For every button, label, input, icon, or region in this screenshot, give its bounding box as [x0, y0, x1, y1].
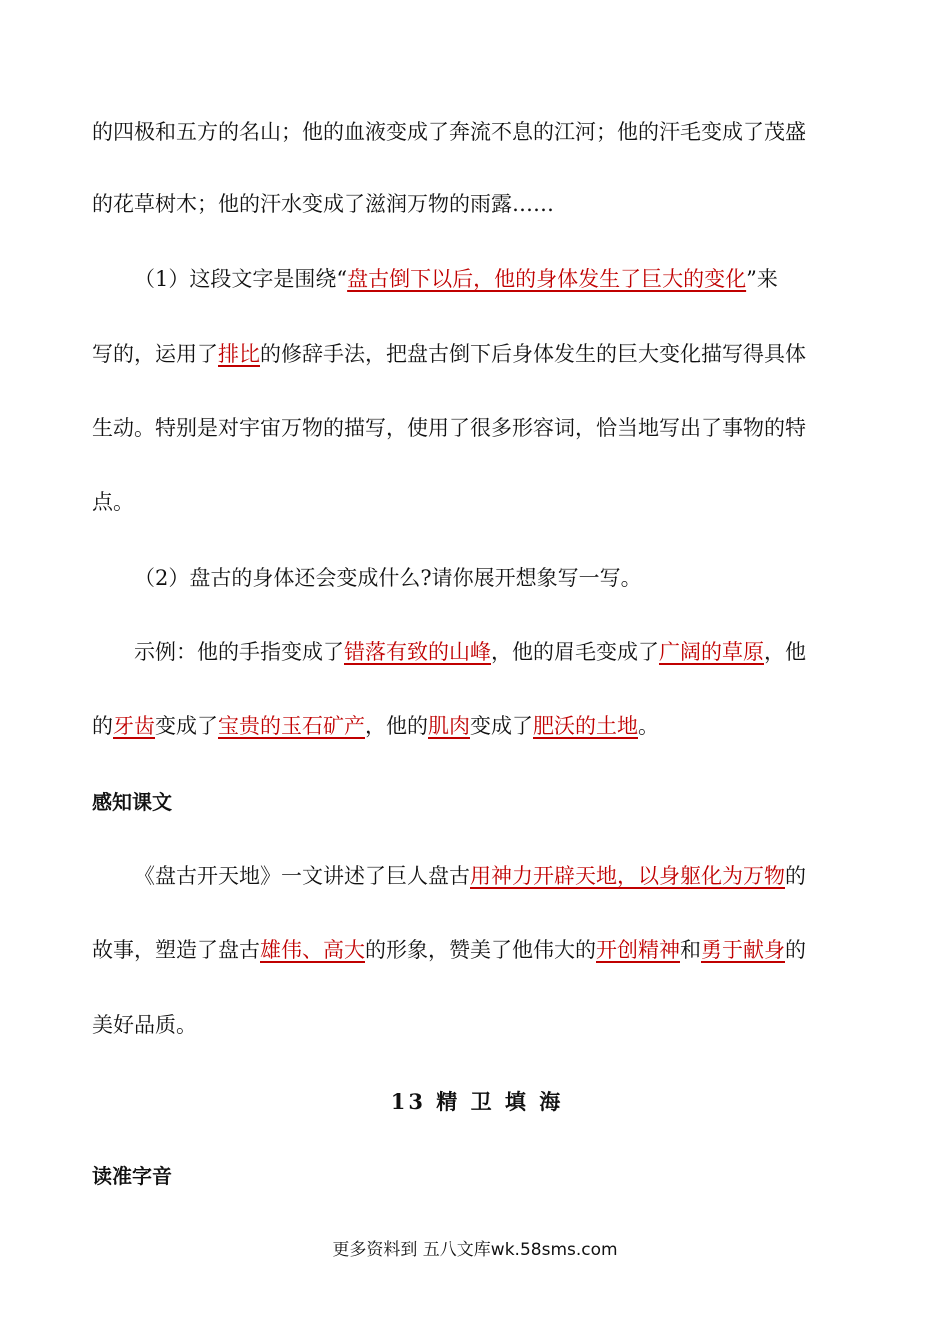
summary-line: 《盘古开天地》一文讲述了巨人盘古用神力开辟天地，以身躯化为万物的	[134, 864, 806, 888]
answer-text: 广阔的草原	[659, 640, 764, 664]
answer-text: 用神力开辟天地，以身躯化为万物	[470, 864, 785, 888]
answer-text: 肌肉	[428, 714, 470, 738]
summary-line: 故事，塑造了盘古雄伟、高大的形象，赞美了他伟大的开创精神和勇于献身的	[92, 938, 806, 962]
paragraph-line: 的四极和五方的名山；他的血液变成了奔流不息的江河；他的汗毛变成了茂盛	[92, 120, 806, 144]
answer-text: 盘古倒下以后，他的身体发生了巨大的变化	[347, 267, 747, 291]
answer-text: 排比	[218, 342, 260, 366]
answer-text: 错落有致的山峰	[344, 640, 491, 664]
question-1-line: 点。	[92, 490, 134, 514]
answer-text: 宝贵的玉石矿产	[218, 714, 365, 738]
answer-text: 勇于献身	[701, 938, 785, 962]
question-2-line: （2）盘古的身体还会变成什么?请你展开想象写一写。	[134, 566, 642, 590]
answer-text: 牙齿	[113, 714, 155, 738]
question-1-line: 写的，运用了排比的修辞手法，把盘古倒下后身体发生的巨大变化描写得具体	[92, 342, 806, 366]
summary-line: 美好品质。	[92, 1013, 197, 1037]
example-line: 示例：他的手指变成了错落有致的山峰，他的眉毛变成了广阔的草原，他	[134, 640, 806, 664]
answer-text: 肥沃的土地	[533, 714, 638, 738]
question-1-line: 生动。特别是对宇宙万物的描写，使用了很多形容词，恰当地写出了事物的特	[92, 416, 806, 440]
question-1-line: （1）这段文字是围绕“盘古倒下以后，他的身体发生了巨大的变化”来	[134, 267, 778, 291]
section-heading: 感知课文	[92, 790, 172, 814]
paragraph-line: 的花草树木；他的汗水变成了滋润万物的雨露……	[92, 192, 554, 216]
lesson-title: 13 精 卫 填 海	[390, 1089, 564, 1114]
section-heading: 读准字音	[92, 1164, 172, 1188]
page-footer: 更多资料到 五八文库wk.58sms.com	[332, 1240, 618, 1260]
example-line: 的牙齿变成了宝贵的玉石矿产，他的肌肉变成了肥沃的土地。	[92, 714, 659, 738]
answer-text: 开创精神	[596, 938, 680, 962]
answer-text: 雄伟、高大	[260, 938, 365, 962]
